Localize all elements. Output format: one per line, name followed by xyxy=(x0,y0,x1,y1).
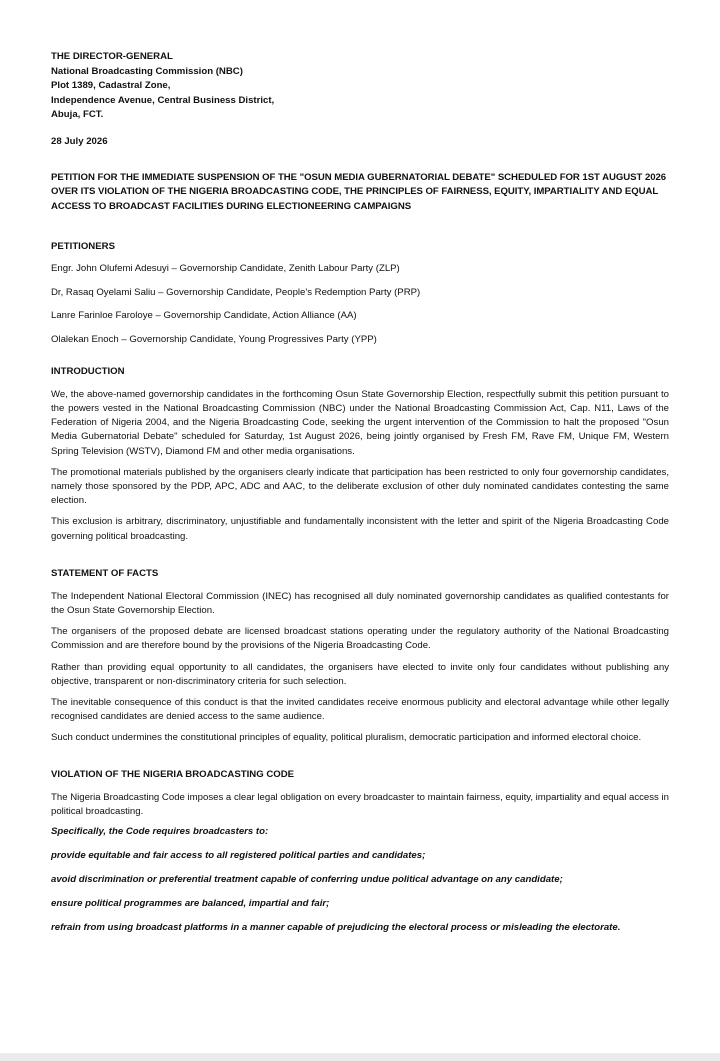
petitioner-item: Engr. John Olufemi Adesuyi – Governorship Candidate, Zenith Labour Party (ZLP) xyxy=(51,263,400,275)
address-line: Abuja, FCT. xyxy=(51,109,104,121)
requirement-item: refrain from using broadcast platforms in a manner capable of prejudicing the electoral process or misleading the electorate. xyxy=(51,921,621,933)
requirement-item: avoid discrimination or preferential treatment capable of conferring undue political advantage on any candidate; xyxy=(51,873,563,885)
paragraph: This exclusion is arbitrary, discriminatory, unjustifiable and fundamentally inconsistent with the letter and spirit of the Nigeria Broadcasting Code governing political broadcasting. xyxy=(51,516,669,542)
petitioner-item: Lanre Farinloe Faroloye – Governorship Candidate, Action Alliance (AA) xyxy=(51,310,357,322)
requirement-item: ensure political programmes are balanced, impartial and fair; xyxy=(51,897,330,909)
requirements-intro: Specifically, the Code requires broadcasters to: xyxy=(51,825,269,837)
section-heading: STATEMENT OF FACTS xyxy=(51,567,159,579)
requirement-item: provide equitable and fair access to all registered political parties and candidates; xyxy=(51,849,426,861)
address-line: Plot 1389, Cadastral Zone, xyxy=(51,80,171,92)
section-heading: VIOLATION OF THE NIGERIA BROADCASTING CODE xyxy=(51,768,295,780)
paragraph: The organisers of the proposed debate are licensed broadcast stations operating under the regulatory authority of the National Broadcasting Commission and are therefore bound by the provisions of the Nigeria Broadcasting Code. xyxy=(51,626,669,652)
paragraph: The Nigeria Broadcasting Code imposes a clear legal obligation on every broadcaster to maintain fairness, equity, impartiality and equal access in political broadcasting. xyxy=(51,791,669,817)
paragraph: The inevitable consequence of this conduct is that the invited candidates receive enormous publicity and electoral advantage while other legally recognised candidates are denied access to the same audience. xyxy=(51,696,669,723)
paragraph: Such conduct undermines the constitutional principles of equality, political pluralism, democratic participation and informed electoral choice. xyxy=(51,732,642,744)
page-bottom-edge xyxy=(0,1053,720,1061)
facts-section xyxy=(51,567,669,746)
petition-subject: PETITION FOR THE IMMEDIATE SUSPENSION OF THE "OSUN MEDIA GUBERNATORIAL DEBATE" SCHEDULED FOR 1ST AUGUST 2026 OVER ITS VIOLATION OF THE NIGERIA BROADCASTING CODE, THE PRINCIPLES OF FAIRNESS, EQUITY, IMPARTIALITY AND EQUAL ACCESS TO BROADCAST FACILITIES DURING ELECTIONEERING CAMPAIGNS xyxy=(51,171,667,212)
recipient-address xyxy=(51,50,669,123)
section-heading: INTRODUCTION xyxy=(51,365,125,377)
section-heading: PETITIONERS xyxy=(51,241,115,253)
petitioner-item: Olalekan Enoch – Governorship Candidate, Young Progressives Party (YPP) xyxy=(51,333,377,345)
paragraph: Rather than providing equal opportunity to all candidates, the organisers have elected to invite only four candidates without publishing any objective, transparent or non-discriminatory criteria for such selection. xyxy=(51,661,669,687)
address-line: THE DIRECTOR-GENERAL xyxy=(51,51,173,62)
paragraph: The Independent National Electoral Commission (INEC) has recognised all duly nominated governorship candidates as qualified contestants for the Osun State Governorship Election. xyxy=(51,590,669,616)
address-line: National Broadcasting Commission (NBC) xyxy=(51,65,243,77)
petitioner-list xyxy=(51,262,669,347)
paragraph: The promotional materials published by the organisers clearly indicate that participation has been restricted to only four governorship candidates, namely those sponsored by the PDP, APC, ADC and AAC, to the deliberate exclusion of other duly nominated candidates contesting the same election. xyxy=(51,466,669,507)
address-line: Independence Avenue, Central Business District, xyxy=(51,94,275,106)
letter-date: 28 July 2026 xyxy=(51,135,108,147)
paragraph: We, the above-named governorship candidates in the forthcoming Osun State Governorship Election, respectfully submit this petition pursuant to the powers vested in the National Broadcasting Commission (NBC) under the National Broadcasting Commission Act, Cap. N11, Laws of the Federation of Nigeria 2004, and the Nigeria Broadcasting Code, seeking the urgent intervention of the Commission to halt the proposed "Osun Media Gubernatorial Debate" scheduled for Saturday, 1st August 2026, being jointly organised by Fresh FM, Rave FM, Unique FM, Western Spring Television (WSTV), Diamond FM and other media organisations. xyxy=(51,388,669,457)
violation-section xyxy=(51,768,669,935)
petitioner-item: Dr, Rasaq Oyelami Saliu – Governorship Candidate, People's Redemption Party (PRP) xyxy=(51,286,421,298)
petitioners-section xyxy=(51,240,669,347)
introduction-section xyxy=(51,365,669,544)
